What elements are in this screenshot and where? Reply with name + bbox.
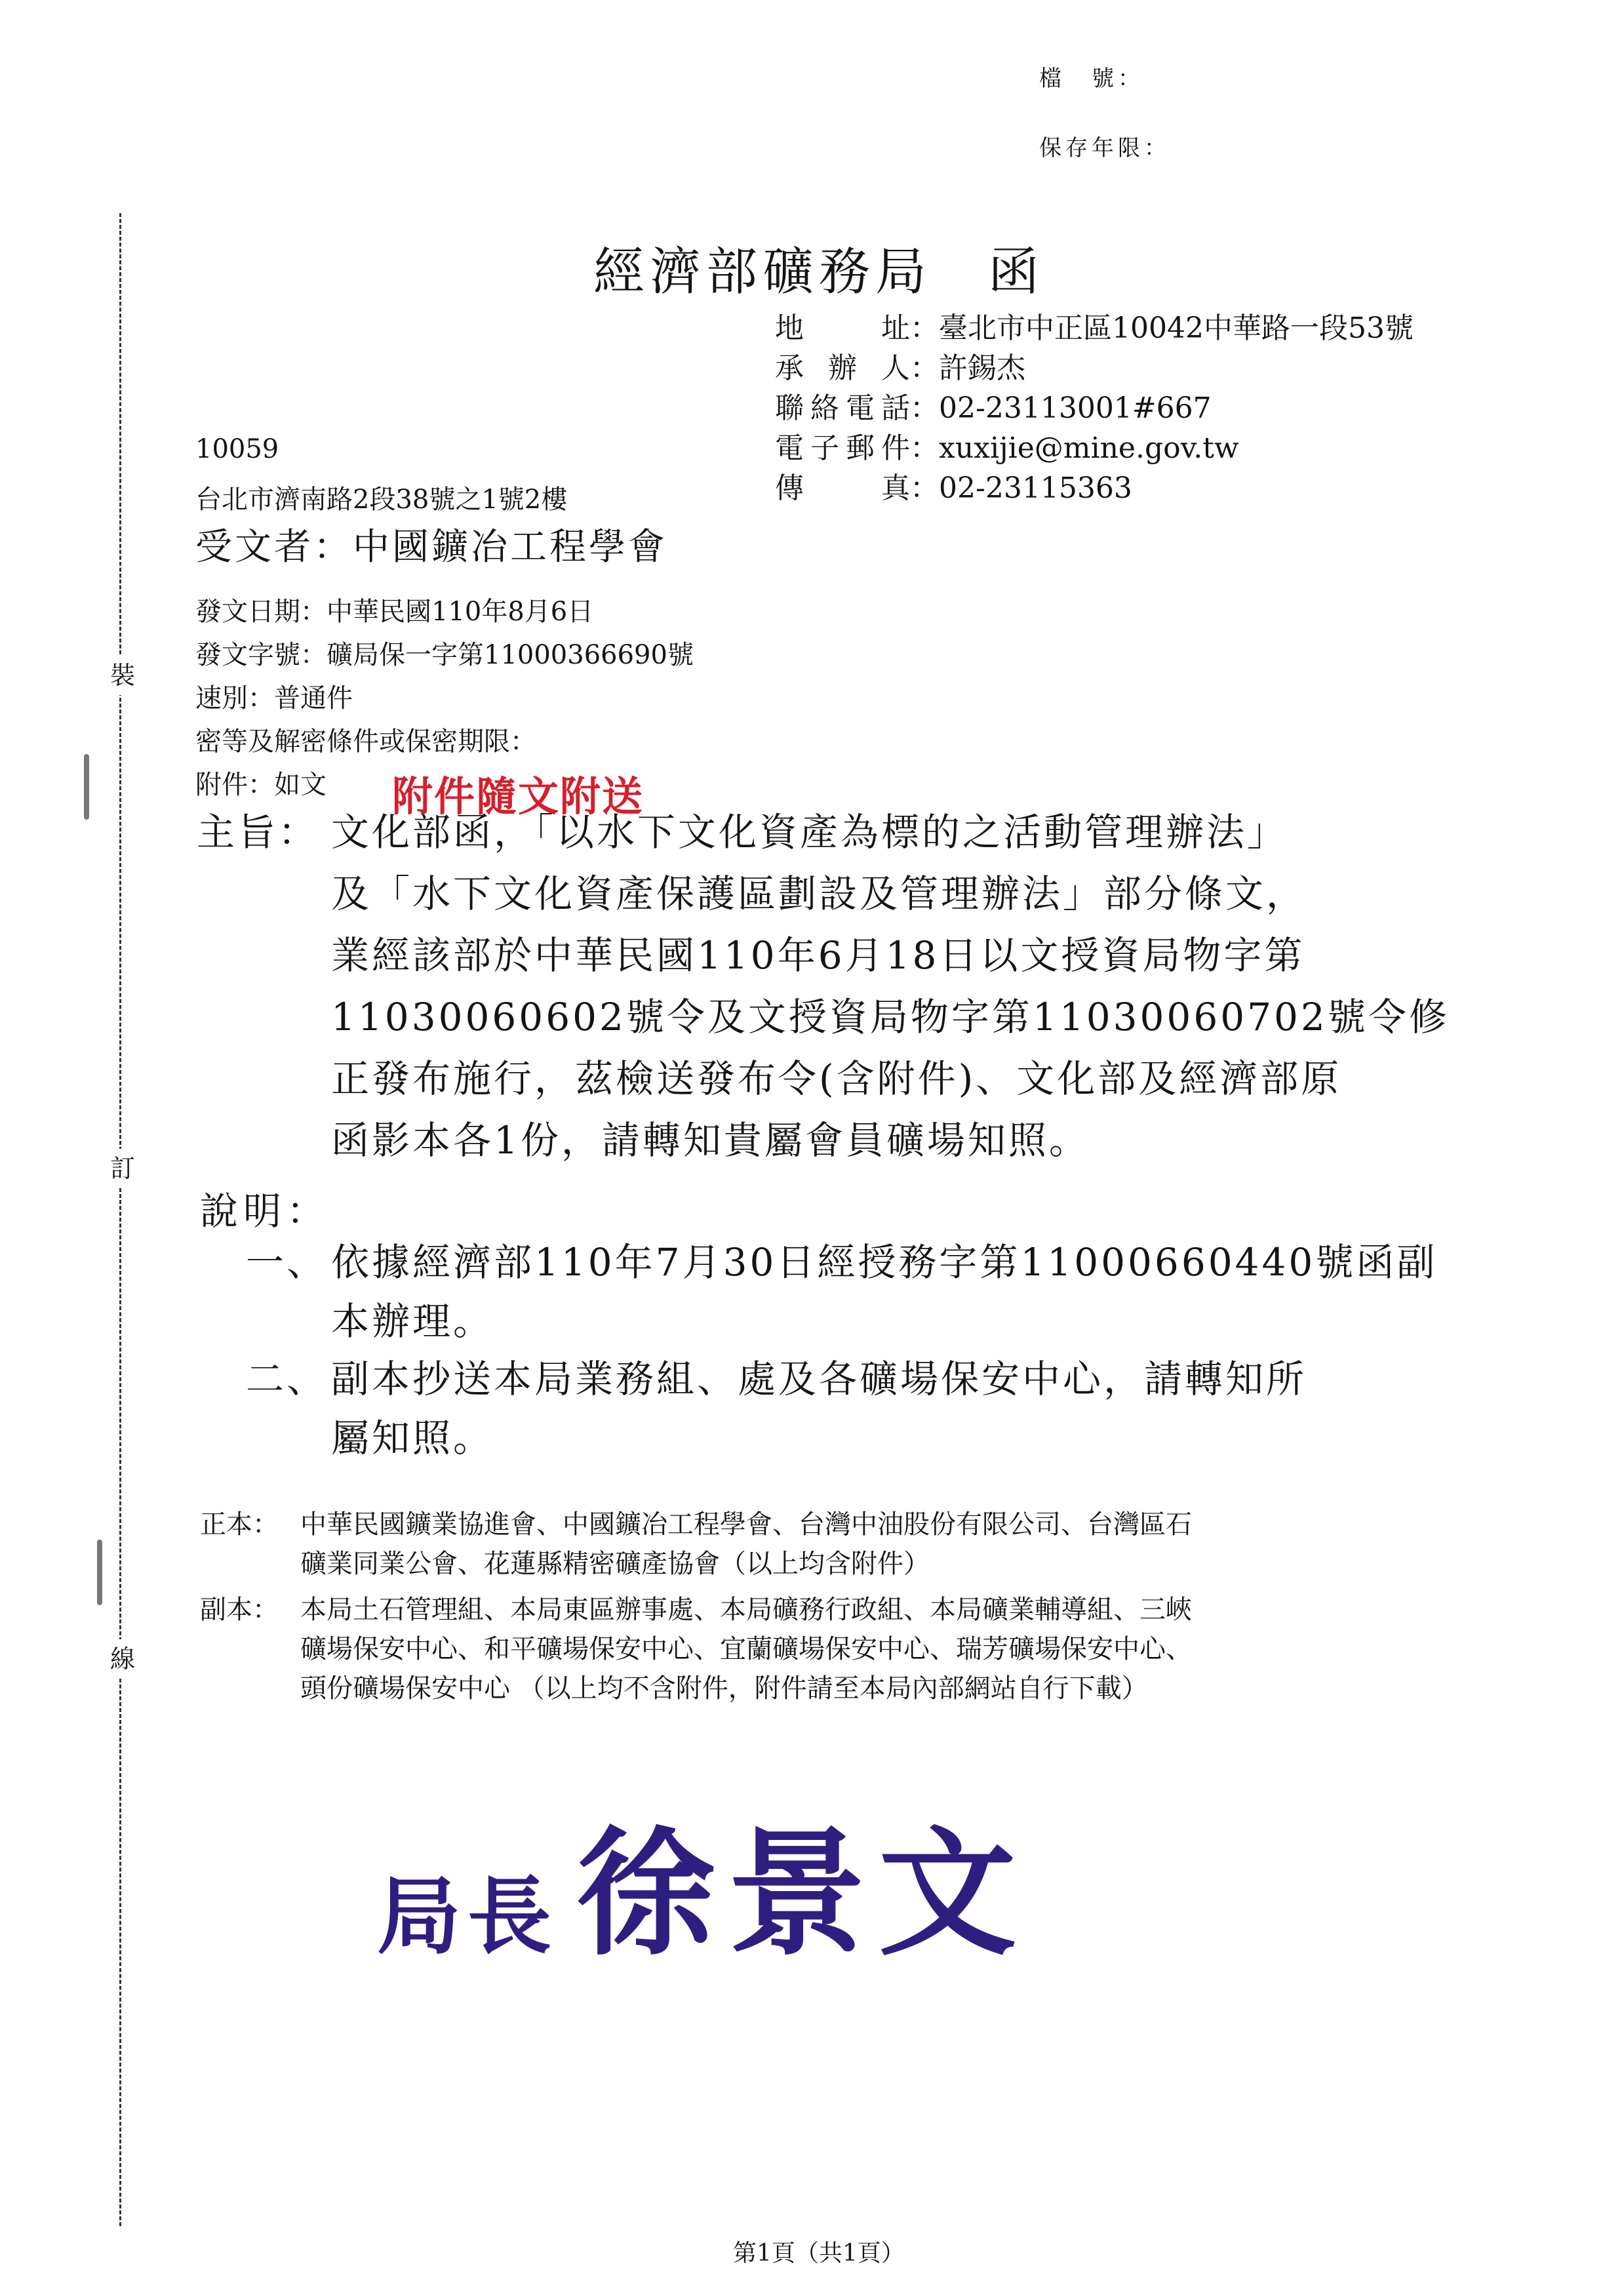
- contact-value: 02-23113001#667: [939, 391, 1212, 425]
- explanation-line: 副本抄送本局業務組、處及各礦場保安中心，請轉知所: [331, 1357, 1307, 1401]
- explanation-item: [331, 1349, 1307, 1467]
- copy-recipients: 本局土石管理組、本局東區辦事處、本局礦務行政組、本局礦業輔導組、三峽 礦場保安中心、和平礦場保安中心、宜蘭礦場保安中心、瑞芳礦場保安中心、 頭份礦場保安中心 （以上均不含附件，附件請至本局內部網站自行下載）: [300, 1595, 1192, 1704]
- staple-top: [84, 754, 89, 820]
- secrecy: 密等及解密條件或保密期限：: [195, 727, 536, 757]
- subject-line: 正發布施行，茲檢送發布令(含附件)、文化部及經濟部原: [331, 1056, 1342, 1101]
- explanation-item: [331, 1233, 1437, 1351]
- issue-date: 發文日期：中華民國110年8月6日: [195, 597, 594, 627]
- subject-line: 及「水下文化資產保護區劃設及管理辦法」部分條文，: [331, 871, 1307, 916]
- binding-label-ding: 訂: [110, 1149, 132, 1188]
- page-number: 第1頁（共1頁）: [733, 2240, 905, 2267]
- contact-label: 傳 真: [775, 471, 910, 505]
- explanation-item-number: 二、: [246, 1357, 328, 1401]
- subject-line: 11030060602號令及文授資局物字第11030060702號令修: [331, 995, 1450, 1039]
- explanation-line: 本辦理。: [331, 1299, 494, 1344]
- contact-label: 聯絡電話: [775, 391, 910, 425]
- contact-phone: 聯絡電話 ： 02-23113001#667: [775, 388, 1414, 428]
- contact-handler: 承辦人 ： 許錫杰: [775, 348, 1414, 388]
- contact-block: [775, 308, 1414, 508]
- subject-line: 函影本各1份，請轉知貴屬會員礦場知照。: [331, 1118, 1090, 1163]
- recipient: 受文者：中國鑛冶工程學會: [195, 526, 667, 569]
- attachment: 附件：如文: [195, 770, 327, 800]
- contact-label: 地 址: [775, 311, 910, 345]
- contact-email: 電子郵件 ： xuxijie@mine.gov.tw: [775, 428, 1414, 468]
- contact-label: 電子郵件: [775, 431, 910, 465]
- speed: 速別：普通件: [195, 683, 353, 713]
- binding-label-xian: 線: [110, 1639, 132, 1679]
- subject-body: [331, 801, 1450, 1171]
- subject-line: 文化部函，「以水下文化資產為標的之活動管理辦法」: [331, 810, 1288, 854]
- explanation-line: 屬知照。: [331, 1416, 494, 1460]
- contact-value: 02-23115363: [939, 471, 1132, 505]
- binding-label-zhuang: 裝: [110, 656, 132, 695]
- page-title: 經濟部礦務局 函: [593, 243, 1045, 302]
- staple-bottom: [97, 1540, 102, 1605]
- binding-line: [119, 213, 121, 2226]
- copy-label: 副本：: [200, 1595, 279, 1625]
- subject-label: 主旨：: [197, 810, 319, 854]
- signature-name: 徐景文: [577, 1812, 1030, 1974]
- original-recipients: 中華民國鑛業協進會、中國鑛冶工程學會、台灣中油股份有限公司、台灣區石 礦業同業公會、花蓮縣精密礦產協會（以上均含附件）: [300, 1509, 1192, 1579]
- subject-line: 業經該部於中華民國110年6月18日以文授資局物字第: [331, 933, 1305, 978]
- explanation-label: 說明：: [200, 1189, 330, 1233]
- contact-value: 許錫杰: [939, 351, 1025, 385]
- contact-address: 地 址 ： 臺北市中正區10042中華路一段53號: [775, 308, 1414, 348]
- contact-label: 承辦人: [775, 351, 910, 385]
- contact-value: xuxijie@mine.gov.tw: [939, 431, 1239, 465]
- explanation-item-number: 一、: [246, 1240, 328, 1285]
- file-no-label: 檔 號：: [1039, 66, 1144, 92]
- contact-fax: 傳 真 ： 02-23115363: [775, 468, 1414, 508]
- signature-title: 局長: [377, 1867, 559, 1966]
- doc-number: 發文字號：礦局保一字第11000366690號: [195, 640, 694, 670]
- recipient-address: 台北市濟南路2段38號之1號2樓: [195, 485, 568, 515]
- postal-code: 10059: [195, 434, 279, 464]
- contact-value: 臺北市中正區10042中華路一段53號: [939, 311, 1414, 345]
- retention-label: 保存年限：: [1039, 135, 1170, 161]
- explanation-line: 依據經濟部110年7月30日經授務字第11000660440號函副: [331, 1240, 1438, 1285]
- attachment-stamp: 附件隨文附送: [392, 772, 644, 820]
- original-label: 正本：: [200, 1509, 279, 1540]
